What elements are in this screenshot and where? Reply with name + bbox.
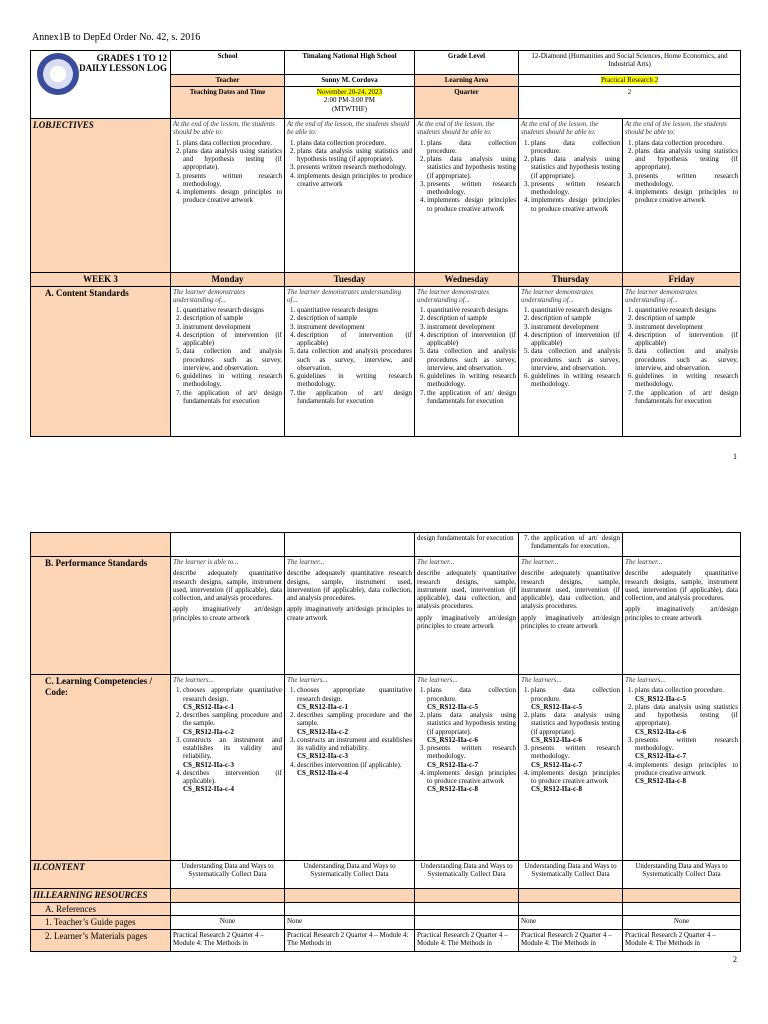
competencies-list	[173, 686, 282, 793]
cs-continued-wednesday: design fundamentals for execution	[415, 533, 519, 557]
empty-cell	[415, 902, 519, 916]
competency-item	[531, 686, 620, 711]
objective-item: 2. plans data analysis using statistics and hypothesis testing (if appropriate).	[635, 147, 738, 172]
objective-item: 3. presents written research methodology.	[183, 172, 282, 189]
competency-text: 1. chooses appropriate quantitative research design.	[183, 686, 282, 703]
content-standard-item: 5. data collection and analysis procedures such as survey, interview, and observation.	[297, 347, 412, 372]
content-standards-cell	[519, 286, 623, 436]
dates-value: November 20-24, 2023 2:00 PM-3:00 PM (MTWTHF)	[285, 87, 415, 119]
competency-text: 1. plans data collection procedure.	[427, 686, 516, 703]
competency-item	[635, 703, 738, 736]
teachers-guide-value: None	[285, 916, 415, 930]
objectives-cell	[415, 119, 519, 273]
empty-cell	[415, 889, 519, 903]
empty-cell	[285, 533, 415, 557]
competency-text: 3. constructs an instrument and establishes its validity and reliability.	[183, 735, 282, 761]
competency-text: 3. presents written research methodology.	[531, 744, 620, 761]
performance-intro: The learner...	[625, 558, 663, 566]
content-standard-item: 2. description of sample	[183, 314, 282, 322]
competency-code: CS_RS12-IIa-c-1	[297, 702, 348, 711]
content-standards-list	[173, 306, 282, 405]
objective-item: 3. presents written research methodology.	[635, 172, 738, 189]
competency-item	[183, 686, 282, 711]
competencies-cell	[519, 675, 623, 861]
empty-cell	[519, 902, 623, 916]
references-row	[31, 902, 741, 916]
performance-intro: The learner...	[417, 558, 455, 566]
content-standards-list	[417, 306, 516, 405]
objective-item: 1. plans data collection procedure.	[635, 139, 738, 147]
empty-cell	[285, 902, 415, 916]
competencies-intro: The learners...	[287, 676, 328, 684]
content-label: II.CONTENT	[31, 861, 171, 889]
day-monday: Monday	[171, 273, 285, 287]
content-cell: Understanding Data and Ways to Systematically Collect Data	[285, 861, 415, 889]
competency-item	[531, 711, 620, 744]
competency-text: 2. plans data analysis using statistics and hypothesis testing (if appropriate).	[427, 711, 516, 736]
performance-standards-row	[31, 557, 741, 675]
performance-standards-cell	[285, 557, 415, 675]
competency-text: 4. describes intervention (if applicable).	[297, 760, 402, 769]
competency-text: 1. plans data collection procedure.	[635, 686, 725, 695]
content-standard-item: 4. description of intervention (if applicable)	[635, 331, 738, 348]
competency-text: 4. describes intervention (if applicable).	[183, 768, 282, 785]
objective-item: 3. presents written research methodology.	[297, 163, 412, 171]
objectives-intro: At the end of the lesson, the students should be able to:	[417, 120, 495, 137]
empty-cell	[171, 533, 285, 557]
objectives-intro: At the end of the lesson, the students should be able to:	[173, 120, 275, 137]
objectives-list	[287, 139, 412, 189]
competency-code: CS_RS12-IIa-c-6	[427, 735, 478, 744]
content-standard-item: 1. quantitative research designs	[531, 306, 620, 314]
competency-item	[297, 736, 412, 761]
content-standards-intro: The learner demonstrates understanding of...	[287, 287, 402, 304]
content-standard-item: 6. guidelines in writing research methodology.	[183, 372, 282, 389]
competency-code: CS_RS12-IIa-c-8	[427, 785, 478, 794]
objective-item: 4. implements design principles to produce creative artwork	[427, 196, 516, 213]
performance-standards-cell	[519, 557, 623, 675]
content-standard-item: 1. quantitative research designs	[183, 306, 282, 314]
objective-item: 1. plans data collection procedure.	[183, 139, 282, 147]
teachers-guide-value: None	[623, 916, 741, 930]
objective-item: 1. plans data collection procedure.	[297, 139, 412, 147]
performance-statement: apply imaginatively art/design principles to create artwork	[173, 605, 282, 622]
content-standard-item: 7. the application of art/ design fundamentals for execution	[427, 389, 516, 406]
competency-code: CS_RS12-IIa-c-7	[427, 760, 478, 769]
teacher-value: Sonny M. Cordova	[285, 75, 415, 87]
performance-standards-cell	[415, 557, 519, 675]
deped-seal-icon	[37, 53, 79, 95]
competency-text: 4. implements design principles to produce creative artwork	[635, 760, 738, 777]
grade-label: Grade Level	[415, 51, 519, 75]
content-standard-item: 5. data collection and analysis procedures such as survey, interview, and observation.	[531, 347, 620, 372]
content-standards-continued-row	[31, 533, 741, 557]
competencies-intro: The learners...	[417, 676, 458, 684]
log-title: GRADES 1 TO 12 DAILY LESSON LOG	[79, 53, 167, 74]
day-tuesday: Tuesday	[285, 273, 415, 287]
objectives-cell	[171, 119, 285, 273]
content-standard-item: 4. description of intervention (if applicable)	[531, 331, 620, 348]
area-value: Practical Research 2	[519, 75, 741, 87]
learners-materials-value: Practical Research 2 Quarter 4 – Module 4: The Methods in	[415, 929, 519, 951]
competency-code: CS_RS12-IIa-c-5	[427, 702, 478, 711]
day-friday: Friday	[623, 273, 741, 287]
competency-code: CS_RS12-IIa-c-4	[183, 785, 234, 794]
competency-code: CS_RS12-IIa-c-1	[183, 702, 234, 711]
content-standards-intro: The learner demonstrates understanding of...	[625, 287, 697, 304]
competency-text: 4. implements design principles to produce creative artwork	[427, 768, 516, 785]
content-standard-item: 4. description of intervention (if applicable)	[183, 331, 282, 348]
content-standard-item: 3. instrument development	[427, 323, 516, 331]
day-wednesday: Wednesday	[415, 273, 519, 287]
empty-cell	[415, 916, 519, 930]
content-standards-intro: The learner demonstrates understanding of...	[173, 287, 245, 304]
competency-item	[635, 761, 738, 786]
objective-item: 2. plans data analysis using statistics and hypothesis testing (if appropriate).	[297, 147, 412, 164]
objective-item: 2. plans data analysis using statistics and hypothesis testing (if appropriate).	[183, 147, 282, 172]
competency-item	[297, 711, 412, 736]
page-2	[30, 532, 740, 952]
competency-item	[531, 744, 620, 769]
competency-code: CS_RS12-IIa-c-2	[297, 727, 348, 736]
content-standards-list	[521, 306, 620, 389]
content-standards-cell	[285, 286, 415, 436]
competencies-cell	[171, 675, 285, 861]
resources-row	[31, 889, 741, 903]
dates-label: Teaching Dates and Time	[171, 87, 285, 119]
week-label: WEEK 3	[31, 273, 171, 287]
content-standard-item: 5. data collection and analysis procedures such as survey, interview, and observation.	[183, 347, 282, 372]
content-standards-list	[287, 306, 412, 405]
competency-item	[183, 769, 282, 794]
empty-cell	[171, 902, 285, 916]
competency-item	[427, 686, 516, 711]
content-standard-item: 6. guidelines in writing research methodology.	[635, 372, 738, 389]
page-1	[30, 50, 740, 437]
competencies-list	[287, 686, 412, 777]
content-standards-cell	[415, 286, 519, 436]
competencies-list	[521, 686, 620, 793]
title-cell	[31, 51, 171, 119]
objective-item: 2. plans data analysis using statistics and hypothesis testing (if appropriate).	[531, 155, 620, 180]
objectives-intro: At the end of the lesson, the students should be able to:	[625, 120, 727, 137]
competency-item	[427, 744, 516, 769]
competencies-intro: The learners...	[625, 676, 666, 684]
objectives-list	[625, 139, 738, 205]
competency-code: CS_RS12-IIa-c-4	[297, 768, 348, 777]
dll-body-table-2	[30, 532, 741, 952]
content-standard-item: 2. description of sample	[297, 314, 412, 322]
competency-text: 4. implements design principles to produce creative artwork	[531, 768, 620, 785]
content-standard-item: 5. data collection and analysis procedures such as survey, interview, and observation.	[427, 347, 516, 372]
objective-item: 3. presents written research methodology.	[531, 180, 620, 197]
performance-statement: apply imaginatively art/design principles to create artwork	[521, 613, 620, 630]
teachers-guide-value: None	[171, 916, 285, 930]
empty-cell	[623, 533, 741, 557]
content-standards-cell	[623, 286, 741, 436]
objective-item: 3. presents written research methodology.	[427, 180, 516, 197]
performance-intro: The learner...	[521, 558, 559, 566]
content-standard-item: 7. the application of art/ design fundamentals for execution	[635, 389, 738, 406]
competency-item	[183, 736, 282, 769]
learners-materials-value: Practical Research 2 Quarter 4 – Module 4: The Methods in	[171, 929, 285, 951]
performance-standards-cell	[623, 557, 741, 675]
content-row	[31, 861, 741, 889]
content-standard-item: 3. instrument development	[635, 323, 738, 331]
competency-code: CS_RS12-IIa-c-7	[635, 752, 686, 761]
learners-materials-value: Practical Research 2 Quarter 4 – Module 4: The Methods in	[623, 929, 741, 951]
competencies-intro: The learners...	[521, 676, 562, 684]
competency-text: 1. chooses appropriate quantitative research design.	[297, 686, 412, 703]
objectives-intro: At the end of the lesson, the students should be able to:	[521, 120, 599, 137]
teachers-guide-value: None	[519, 916, 623, 930]
competencies-row	[31, 675, 741, 861]
content-standard-item: 6. guidelines in writing research methodology.	[427, 372, 516, 389]
learners-materials-value: Practical Research 2 Quarter 4 – Module 4: The Methods in	[285, 929, 415, 951]
objectives-cell	[623, 119, 741, 273]
competencies-cell	[623, 675, 741, 861]
objectives-intro: At the end of the lesson, the students should be able to:	[287, 120, 410, 137]
performance-statement: describe adequately quantitative research designs, sample, instrument used, intervention (if applicable), data collection, and analysis procedures.	[173, 569, 282, 602]
grade-value: 12-Diamond (Humanities and Social Sciences, Home Economics, and Industrial Arts)	[519, 51, 741, 75]
objectives-list	[173, 139, 282, 205]
competencies-intro: The learners...	[173, 676, 214, 684]
teachers-guide-row	[31, 916, 741, 930]
learners-materials-label: 2. Learner’s Materials pages	[31, 929, 171, 951]
competency-item	[427, 769, 516, 794]
competency-text: 2. plans data analysis using statistics and hypothesis testing (if appropriate).	[531, 711, 620, 736]
week-row	[31, 273, 741, 287]
competency-text: 3. presents written research methodology.	[427, 744, 516, 761]
competency-text: 2. describes sampling procedure and the sample.	[297, 711, 412, 728]
content-standards-cell	[171, 286, 285, 436]
school-value: Timalang National High School	[285, 51, 415, 75]
content-standard-item: 7. the application of art/ design fundamentals for execution	[297, 389, 412, 406]
performance-intro: The learner...	[287, 558, 325, 566]
competency-text: 2. describes sampling procedure and the sample.	[183, 711, 282, 728]
empty-cell	[31, 533, 171, 557]
performance-standards-cell	[171, 557, 285, 675]
dll-body-table-1	[30, 118, 741, 437]
competency-text: 2. plans data analysis using statistics and hypothesis testing (if appropriate).	[635, 702, 738, 728]
school-label: School	[171, 51, 285, 75]
competency-code: CS_RS12-IIa-c-8	[531, 785, 582, 794]
competencies-list	[625, 686, 738, 785]
competency-item	[635, 686, 738, 703]
content-standard-item: 3. instrument development	[531, 323, 620, 331]
competency-text: 3. constructs an instrument and establishes its validity and reliability.	[297, 735, 412, 752]
objectives-list	[417, 139, 516, 213]
objectives-list	[521, 139, 620, 213]
content-standard-item: 2. description of sample	[531, 314, 620, 322]
performance-statement: apply imaginatively art/design principles to create artwork	[287, 605, 412, 622]
cs-continued-thursday: 7. the application of art/ design fundamentals for execution.	[519, 533, 623, 557]
page-number: 2	[733, 955, 737, 964]
competency-item	[297, 686, 412, 711]
objective-item: 1. plans data collection procedure.	[427, 139, 516, 156]
empty-cell	[623, 889, 741, 903]
content-standards-row	[31, 286, 741, 436]
objectives-label: I.OBJECTIVES	[31, 119, 171, 273]
performance-standards-label: B. Performance Standards	[31, 557, 171, 675]
objective-item: 2. plans data analysis using statistics and hypothesis testing (if appropriate).	[427, 155, 516, 180]
resources-label: III.LEARNING RESOURCES	[31, 889, 171, 903]
competency-text: 3. presents written research methodology.	[635, 735, 738, 752]
objective-item: 4. implements design principles to produce creative artwork	[183, 188, 282, 205]
content-standard-item: 3. instrument development	[297, 323, 412, 331]
performance-statement: apply imaginatively art/design principles to create artwork	[417, 613, 516, 630]
content-standard-item: 6. guidelines in writing research methodology.	[297, 372, 412, 389]
competency-item	[531, 769, 620, 794]
competency-code: CS_RS12-IIa-c-6	[531, 735, 582, 744]
competency-code: CS_RS12-IIa-c-7	[531, 760, 582, 769]
competency-code: CS_RS12-IIa-c-8	[635, 777, 686, 785]
objectives-cell	[285, 119, 415, 273]
content-standard-item: 5. data collection and analysis procedures such as survey, interview, and observation.	[635, 347, 738, 372]
content-standard-item: 1. quantitative research designs	[427, 306, 516, 314]
empty-cell	[171, 889, 285, 903]
competencies-cell	[285, 675, 415, 861]
learners-materials-value: Practical Research 2 Quarter 4 – Module 4: The Methods in	[519, 929, 623, 951]
competency-code: CS_RS12-IIa-c-6	[635, 727, 686, 736]
content-cell: Understanding Data and Ways to Systematically Collect Data	[171, 861, 285, 889]
competency-item	[635, 736, 738, 761]
competency-code: CS_RS12-IIa-c-5	[635, 694, 686, 703]
objective-item: 1. plans data collection procedure.	[531, 139, 620, 156]
performance-statement: apply imaginatively art/design principles to create artwork	[625, 605, 738, 622]
content-cell: Understanding Data and Ways to Systematically Collect Data	[519, 861, 623, 889]
references-label: A. References	[31, 902, 171, 916]
content-standard-item: 4. description of intervention (if applicable)	[427, 331, 516, 348]
content-standards-intro: The learner demonstrates understanding of...	[521, 287, 593, 304]
competencies-list	[417, 686, 516, 793]
quarter-label: Quarter	[415, 87, 519, 119]
performance-statement: describe adequately quantitative research designs, sample, instrument used, intervention (if applicable), data collection, and analysis procedures.	[417, 569, 516, 611]
competencies-label: C. Learning Competencies / Code:	[31, 675, 171, 861]
content-standard-item: 1. quantitative research designs	[297, 306, 412, 314]
page-number: 1	[733, 452, 737, 461]
competency-item	[183, 711, 282, 736]
competencies-cell	[415, 675, 519, 861]
content-cell: Understanding Data and Ways to Systematically Collect Data	[415, 861, 519, 889]
content-standard-item: 3. instrument development	[183, 323, 282, 331]
content-cell: Understanding Data and Ways to Systematically Collect Data	[623, 861, 741, 889]
objective-item: 4. implements design principles to produce creative artwork	[297, 172, 412, 189]
content-standards-label: A. Content Standards	[31, 286, 171, 436]
competency-text: 1. plans data collection procedure.	[531, 686, 620, 703]
day-thursday: Thursday	[519, 273, 623, 287]
teachers-guide-label: 1. Teacher’s Guide pages	[31, 916, 171, 930]
performance-intro: The learner is able to...	[173, 558, 239, 566]
content-standard-item: 1. quantitative research designs	[635, 306, 738, 314]
teacher-label: Teacher	[171, 75, 285, 87]
dll-header-table	[30, 50, 741, 119]
content-standard-item: 4. description of intervention (if applicable)	[297, 331, 412, 348]
objectives-cell	[519, 119, 623, 273]
performance-statement: describe adequately quantitative research designs, sample, instrument used, intervention (if applicable), data collection, and analysis procedures.	[521, 569, 620, 611]
empty-cell	[285, 889, 415, 903]
content-standard-item: 7. the application of art/ design fundamentals for execution	[183, 389, 282, 406]
objective-item: 4. implements design principles to produce creative artwork	[635, 188, 738, 205]
learners-materials-row	[31, 929, 741, 951]
content-standard-item: 2. description of sample	[427, 314, 516, 322]
competency-item	[297, 761, 412, 778]
competency-code: CS_RS12-IIa-c-2	[183, 727, 234, 736]
content-standard-item: 2. description of sample	[635, 314, 738, 322]
empty-cell	[623, 902, 741, 916]
annex-reference: Annex1B to DepEd Order No. 42, s. 2016	[32, 32, 201, 43]
quarter-value: 2	[519, 87, 741, 119]
competency-code: CS_RS12-IIa-c-3	[183, 760, 234, 769]
performance-statement: describe adequately quantitative research designs, sample, instrument used, intervention (if applicable), data collection, and analysis procedures.	[287, 569, 412, 602]
empty-cell	[519, 889, 623, 903]
area-label: Learning Area	[415, 75, 519, 87]
content-standard-item: 6. guidelines in writing research methodology.	[531, 372, 620, 389]
content-standards-list	[625, 306, 738, 405]
objectives-row	[31, 119, 741, 273]
content-standards-intro: The learner demonstrates understanding of...	[417, 287, 489, 304]
objective-item: 4. implements design principles to produce creative artwork	[531, 196, 620, 213]
competency-code: CS_RS12-IIa-c-3	[297, 752, 348, 761]
performance-statement: describe adequately quantitative research designs, sample, instrument used, intervention (if applicable), data collection, and analysis procedures.	[625, 569, 738, 602]
competency-code: CS_RS12-IIa-c-5	[531, 702, 582, 711]
competency-item	[427, 711, 516, 744]
